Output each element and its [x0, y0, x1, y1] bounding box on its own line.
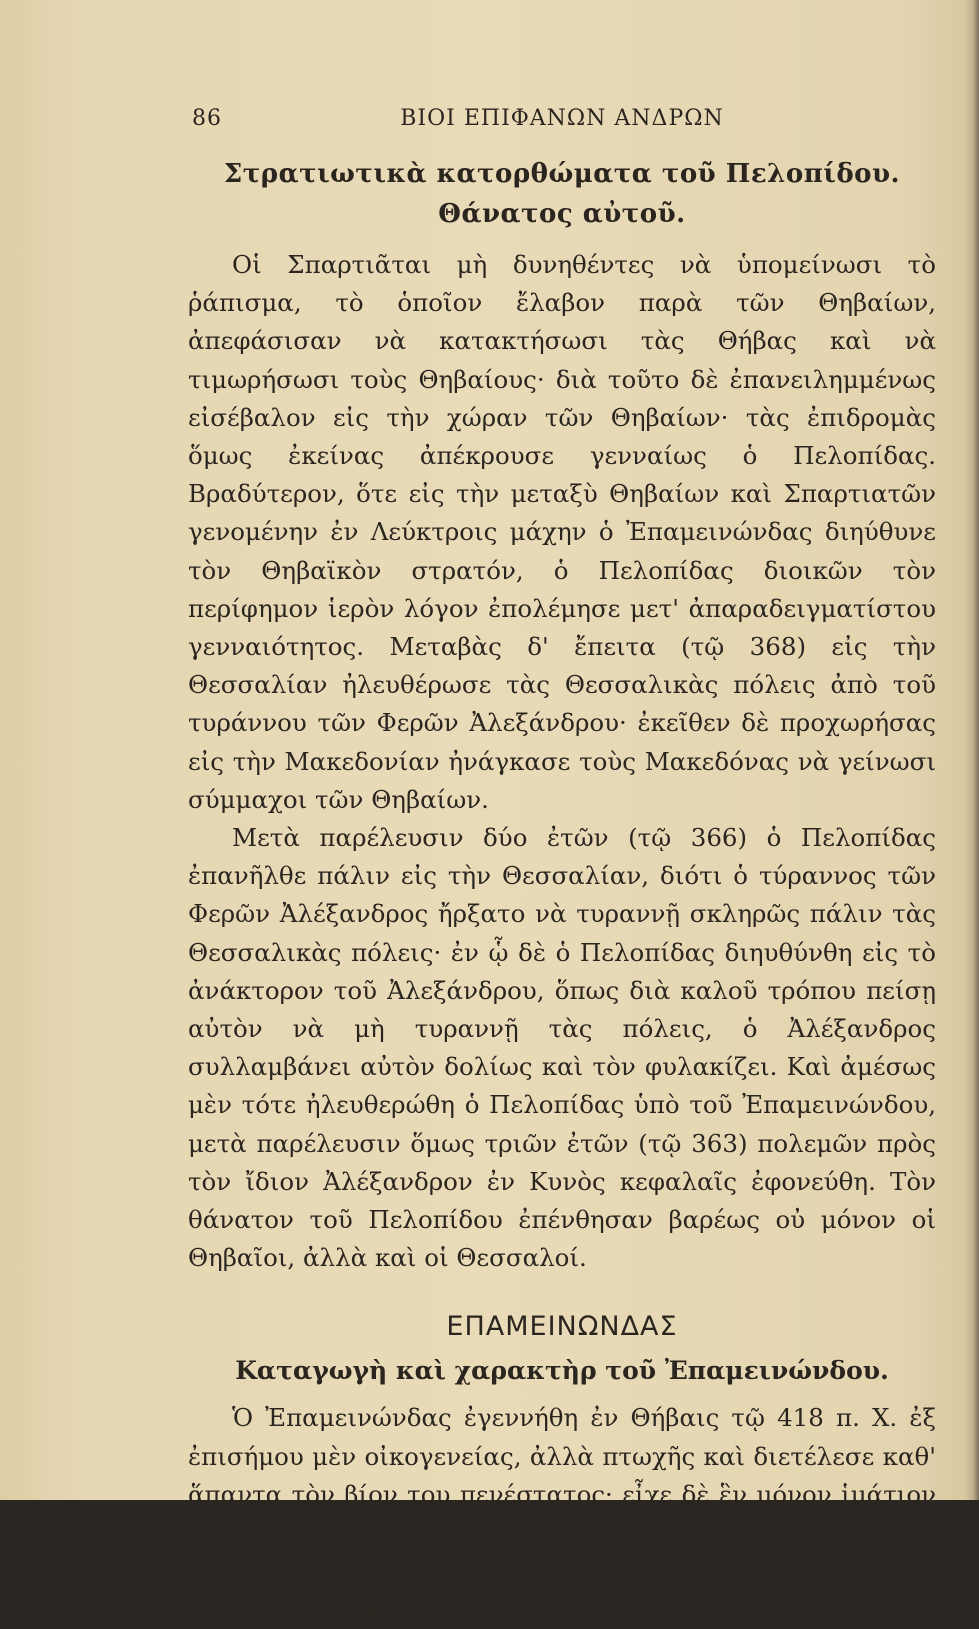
running-head — [188, 100, 936, 148]
body-paragraph: Ὁ Ἐπαμεινώνδας ἐγεννήθη ἐν Θήβαις τῷ 418 π. Χ. ἐξ ἐπισήμου μὲν οἰκογενείας, ἀλλὰ πτωχῆς καὶ διετέλεσε καθ' ἅπαντα τὸν βίον του πενέστατος· εἶχε δὲ ἓν μόνον ἱμάτιον καί, ὅτε ἐπλύνετο τοῦτο, ἔμενεν ἐν τῇ οἰκίᾳ· οὐδέποτε δέ, ἂν καὶ διετέλει ἐν τοιαύτῃ πενίᾳ, ἐπείσθη νὰ δεχθῇ δῶρον παρὰ τοῦ πλουσίου φίλου του Πελοπίδου. — [188, 1403, 936, 1624]
page-number: 86 — [192, 106, 222, 131]
section-heading-line1: Στρατιωτικὰ κατορθώματα τοῦ Πελοπίδου. — [223, 159, 901, 189]
running-title: ΒΙΟΙ ΕΠΙΦΑΝΩΝ ΑΝΔΡΩΝ — [400, 106, 724, 131]
chapter-subheading: Καταγωγὴ καὶ χαρακτὴρ τοῦ Ἐπαμεινώνδου. — [235, 1356, 889, 1386]
chapter-title: ΕΠΑΜΕΙΝΩΝΔΑΣ — [446, 1311, 678, 1343]
body-paragraph: Οἱ Σπαρτιᾶται μὴ δυνηθέντες νὰ ὑπομείνωσι τὸ ῥάπισμα, τὸ ὁποῖον ἔλαβον παρὰ τῶν Θηβαίων, ἀπεφάσισαν νὰ κατακτήσωσι τὰς Θήβας καὶ νὰ τιμωρήσωσι τοὺς Θηβαίους· διὰ τοῦτο δὲ ἐπανειλημμένως εἰσέβαλον εἰς τὴν χώραν τῶν Θηβαίων· τὰς ἐπιδρομὰς ὅμως ἐκείνας ἀπέκρουσε γενναίως ὁ Πελοπίδας. Βραδύτερον, ὅτε εἰς τὴν μεταξὺ Θηβαίων καὶ Σπαρτιατῶν γενομένην ἐν Λεύκτροις μάχην ὁ Ἐπαμεινώνδας διηύθυνε τὸν Θηβαϊκὸν στρατόν, ὁ Πελοπίδας διοικῶν τὸν περίφημον ἱερὸν λόγον ἐπολέμησε μετ' ἀπαραδειγματίστου γενναιότητος. Μεταβὰς δ' ἔπειτα (τῷ 368) εἰς τὴν Θεσσαλίαν ἠλευθέρωσε τὰς Θεσσαλικὰς πόλεις ἀπὸ τοῦ τυράννου τῶν Φερῶν Ἀλεξάνδρου· ἐκεῖθεν δὲ προχωρήσας εἰς τὴν Μακεδονίαν ἠνάγκασε τοὺς Μακεδόνας νὰ γείνωσι σύμμαχοι τῶν Θηβαίων. — [188, 250, 936, 814]
text-block — [188, 100, 936, 1629]
section-heading-line2: Θάνατος αὐτοῦ. — [438, 199, 686, 229]
page-edge-shadow — [965, 0, 979, 1500]
body-paragraph: Μετὰ παρέλευσιν δύο ἐτῶν (τῷ 366) ὁ Πελοπίδας ἐπανῆλθε πάλιν εἰς τὴν Θεσσαλίαν, διότι ὁ τύραννος τῶν Φερῶν Ἀλέξανδρος ἤρξατο νὰ τυραννῇ σκληρῶς πάλιν τὰς Θεσσαλικὰς πόλεις· ἐν ᾧ δὲ ὁ Πελοπίδας διηυθύνθη εἰς τὸ ἀνάκτορον τοῦ Ἀλεξάνδρου, ὅπως διὰ καλοῦ τρόπου πείσῃ αὐτὸν νὰ μὴ τυραννῇ τὰς πόλεις, ὁ Ἀλέξανδρος συλλαμβάνει αὐτὸν δολίως καὶ τὸν φυλακίζει. Καὶ ἀμέσως μὲν τότε ἠλευθερώθη ὁ Πελοπίδας ὑπὸ τοῦ Ἐπαμεινώνδου, μετὰ παρέλευσιν ὅμως τριῶν ἐτῶν (τῷ 363) πολεμῶν πρὸς τὸν ἴδιον Ἀλέξανδρον ἐν Κυνὸς κεφαλαῖς ἐφονεύθη. Τὸν θάνατον τοῦ Πελοπίδου ἐπένθησαν βαρέως οὐ μόνον οἱ Θηβαῖοι, ἀλλὰ καὶ οἱ Θεσσαλοί. — [188, 823, 936, 1273]
